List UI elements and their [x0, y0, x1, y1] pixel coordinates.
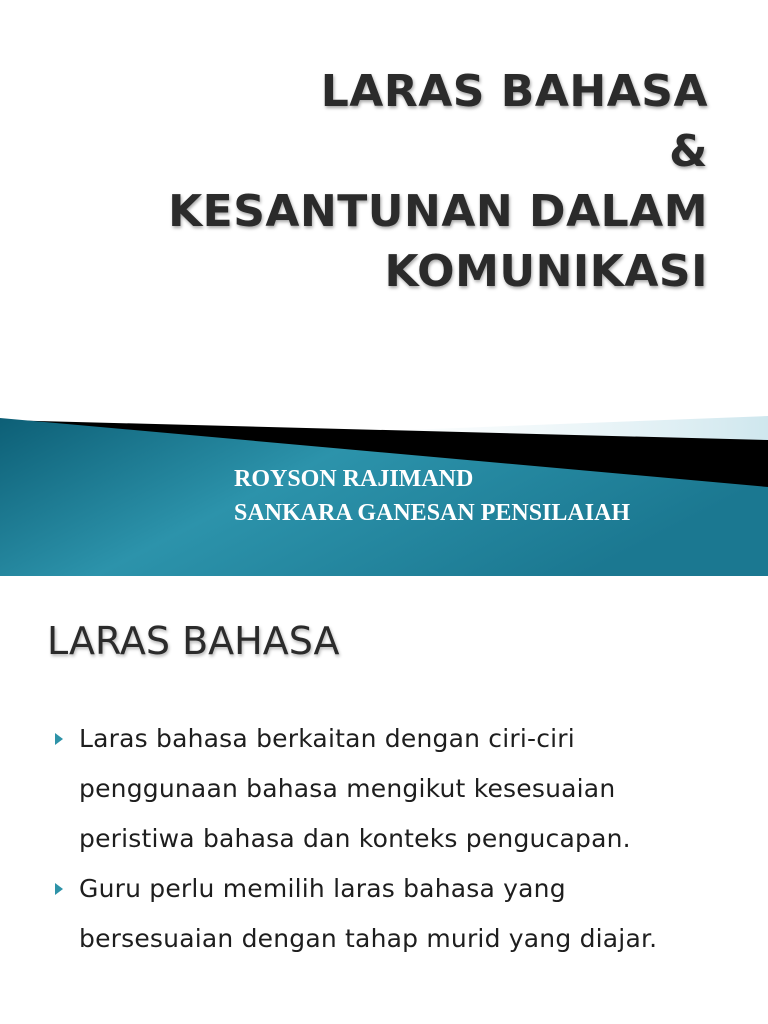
bullet-1-line-3: peristiwa bahasa dan konteks pengucapan.	[79, 824, 631, 853]
presentation-title	[168, 62, 708, 302]
author-list	[234, 462, 630, 530]
title-line-1: LARAS BAHASA	[320, 66, 708, 117]
triangle-right-icon	[55, 733, 63, 745]
bullet-1-line-1: Laras bahasa berkaitan dengan ciri-ciri	[79, 724, 575, 753]
bullet-list	[55, 714, 745, 964]
title-line-2: &	[669, 126, 708, 177]
bullet-2-line-2: bersesuaian dengan tahap murid yang diajar.	[79, 924, 658, 953]
bullet-1-line-2: penggunaan bahasa mengikut kesesuaian	[79, 774, 616, 803]
bullet-2-line-1: Guru perlu memilih laras bahasa yang	[79, 874, 566, 903]
slide-title: LARAS BAHASA	[47, 619, 340, 663]
title-line-4: KOMUNIKASI	[384, 246, 708, 297]
bullet-item-2	[55, 864, 745, 964]
title-line-3: KESANTUNAN DALAM	[168, 186, 708, 237]
content-slide	[0, 576, 768, 1024]
bullet-item-1	[55, 714, 745, 864]
author-2: SANKARA GANESAN PENSILAIAH	[234, 500, 631, 526]
triangle-right-icon	[55, 883, 63, 895]
author-1: ROYSON RAJIMAND	[234, 466, 474, 492]
